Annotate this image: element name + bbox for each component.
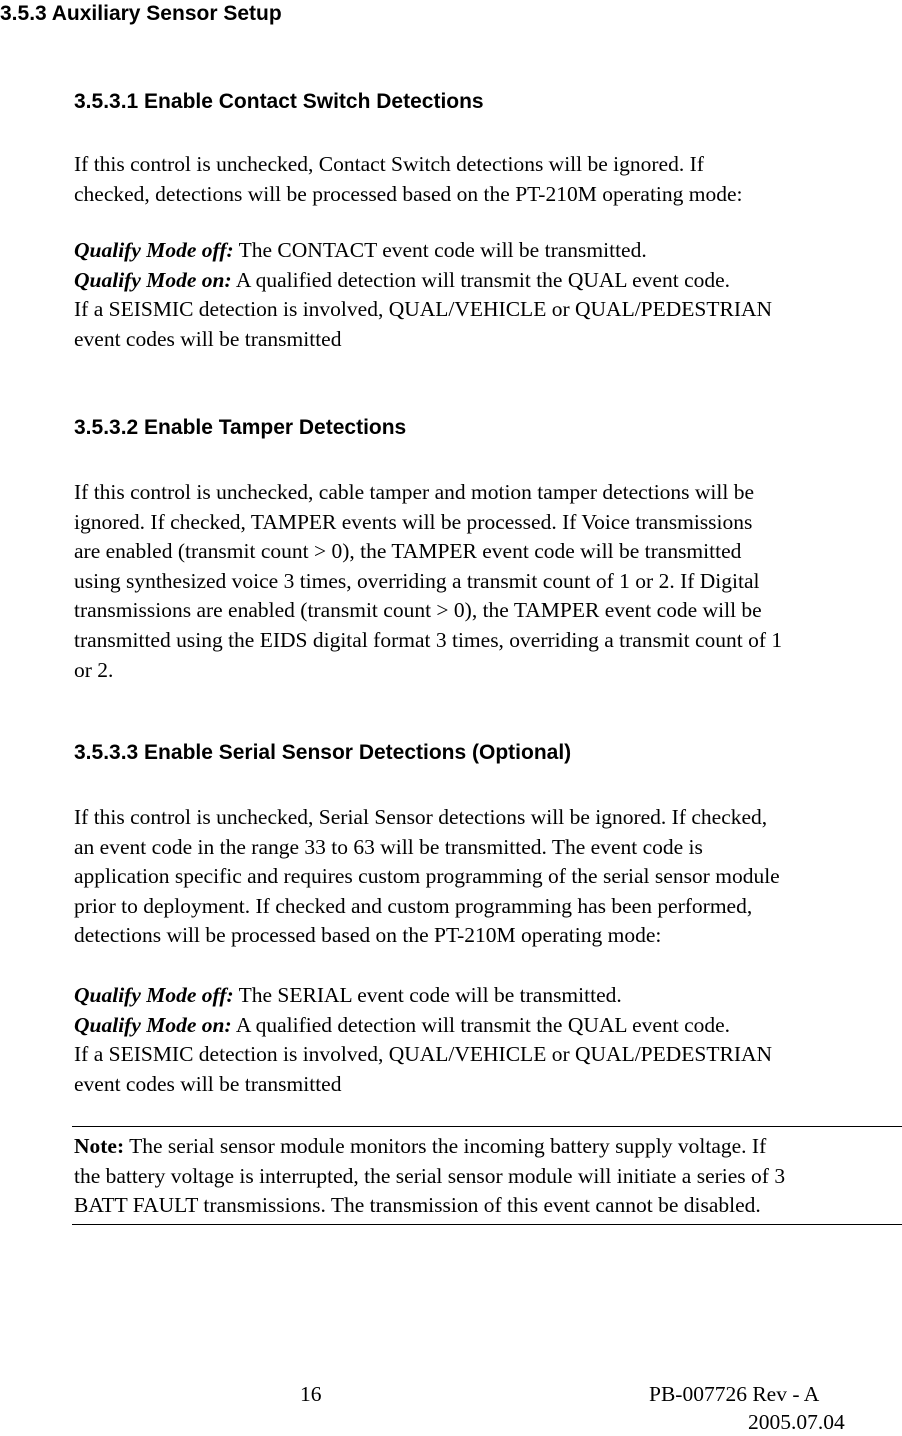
note-box <box>72 1126 902 1225</box>
note-text: The serial sensor module monitors the incoming battery supply voltage. If <box>124 1134 767 1158</box>
page-number: 16 <box>300 1382 322 1406</box>
text-line: an event code in the range 33 to 63 will be transmitted. The event code is <box>74 834 703 859</box>
contact-intro <box>74 150 900 209</box>
note-first-line <box>74 1132 900 1162</box>
text-line: If this control is unchecked, Contact Switch detections will be ignored. If <box>74 152 704 176</box>
serial-intro <box>74 803 900 951</box>
contact-qualify-modes <box>74 236 900 354</box>
text-line: transmitted using the EIDS digital format 3 times, overriding a transmit count of 1 <box>74 627 783 652</box>
qualify-on-label: Qualify Mode on: <box>74 1012 232 1037</box>
text-line: If a SEISMIC detection is involved, QUAL/VEHICLE or QUAL/PEDESTRIAN <box>74 1042 773 1067</box>
qualify-off-label: Qualify Mode off: <box>74 983 234 1007</box>
qualify-off-text: The CONTACT event code will be transmitted. <box>233 238 647 262</box>
text-line: If this control is unchecked, Serial Sensor detections will be ignored. If checked, <box>74 805 768 829</box>
subsection-title-serial: 3.5.3.3 Enable Serial Sensor Detections (Optional) <box>74 741 572 764</box>
text-line: If a SEISMIC detection is involved, QUAL/VEHICLE or QUAL/PEDESTRIAN <box>74 297 773 322</box>
text-line: If this control is unchecked, cable tamper and motion tamper detections will be <box>74 480 755 504</box>
section-title: 3.5.3 Auxiliary Sensor Setup <box>0 2 282 25</box>
qualify-off-line <box>74 981 900 1011</box>
qualify-on-text: A qualified detection will transmit the QUAL event code. <box>231 1012 731 1037</box>
text-line: event codes will be transmitted <box>74 1071 342 1096</box>
subsection-title-contact: 3.5.3.1 Enable Contact Switch Detections <box>74 90 484 113</box>
qualify-off-text: The SERIAL event code will be transmitted. <box>233 983 622 1007</box>
text-line: the battery voltage is interrupted, the serial sensor module will initiate a series of 3 <box>74 1163 786 1188</box>
qualify-on-line <box>74 266 900 296</box>
text-line: prior to deployment. If checked and custom programming has been performed, <box>74 893 753 918</box>
subsection-title-tamper: 3.5.3.2 Enable Tamper Detections <box>74 416 407 439</box>
text-line: are enabled (transmit count > 0), the TAMPER event code will be transmitted <box>74 539 742 564</box>
text-line: ignored. If checked, TAMPER events will be processed. If Voice transmissions <box>74 509 753 534</box>
tamper-body <box>74 478 900 685</box>
qualify-on-line <box>74 1011 900 1041</box>
text-line: BATT FAULT transmissions. The transmission of this event cannot be disabled. <box>74 1193 761 1218</box>
note-body <box>74 1132 900 1221</box>
serial-qualify-modes <box>74 981 900 1099</box>
qualify-off-line <box>74 236 900 266</box>
text-line: checked, detections will be processed based on the PT-210M operating mode: <box>74 181 743 206</box>
text-line: transmissions are enabled (transmit count > 0), the TAMPER event code will be <box>74 598 762 623</box>
qualify-off-label: Qualify Mode off: <box>74 238 234 262</box>
note-label: Note: <box>74 1134 125 1158</box>
text-line: using synthesized voice 3 times, overriding a transmit count of 1 or 2. If Digital <box>74 568 760 593</box>
text-line: detections will be processed based on the PT-210M operating mode: <box>74 923 662 948</box>
doc-id: PB-007726 Rev - A <box>649 1382 820 1406</box>
qualify-on-text: A qualified detection will transmit the QUAL event code. <box>231 267 731 292</box>
doc-date: 2005.07.04 <box>748 1410 845 1434</box>
qualify-on-label: Qualify Mode on: <box>74 267 232 292</box>
text-line: or 2. <box>74 657 114 682</box>
text-line: event codes will be transmitted <box>74 326 342 351</box>
text-line: application specific and requires custom programming of the serial sensor module <box>74 864 780 889</box>
